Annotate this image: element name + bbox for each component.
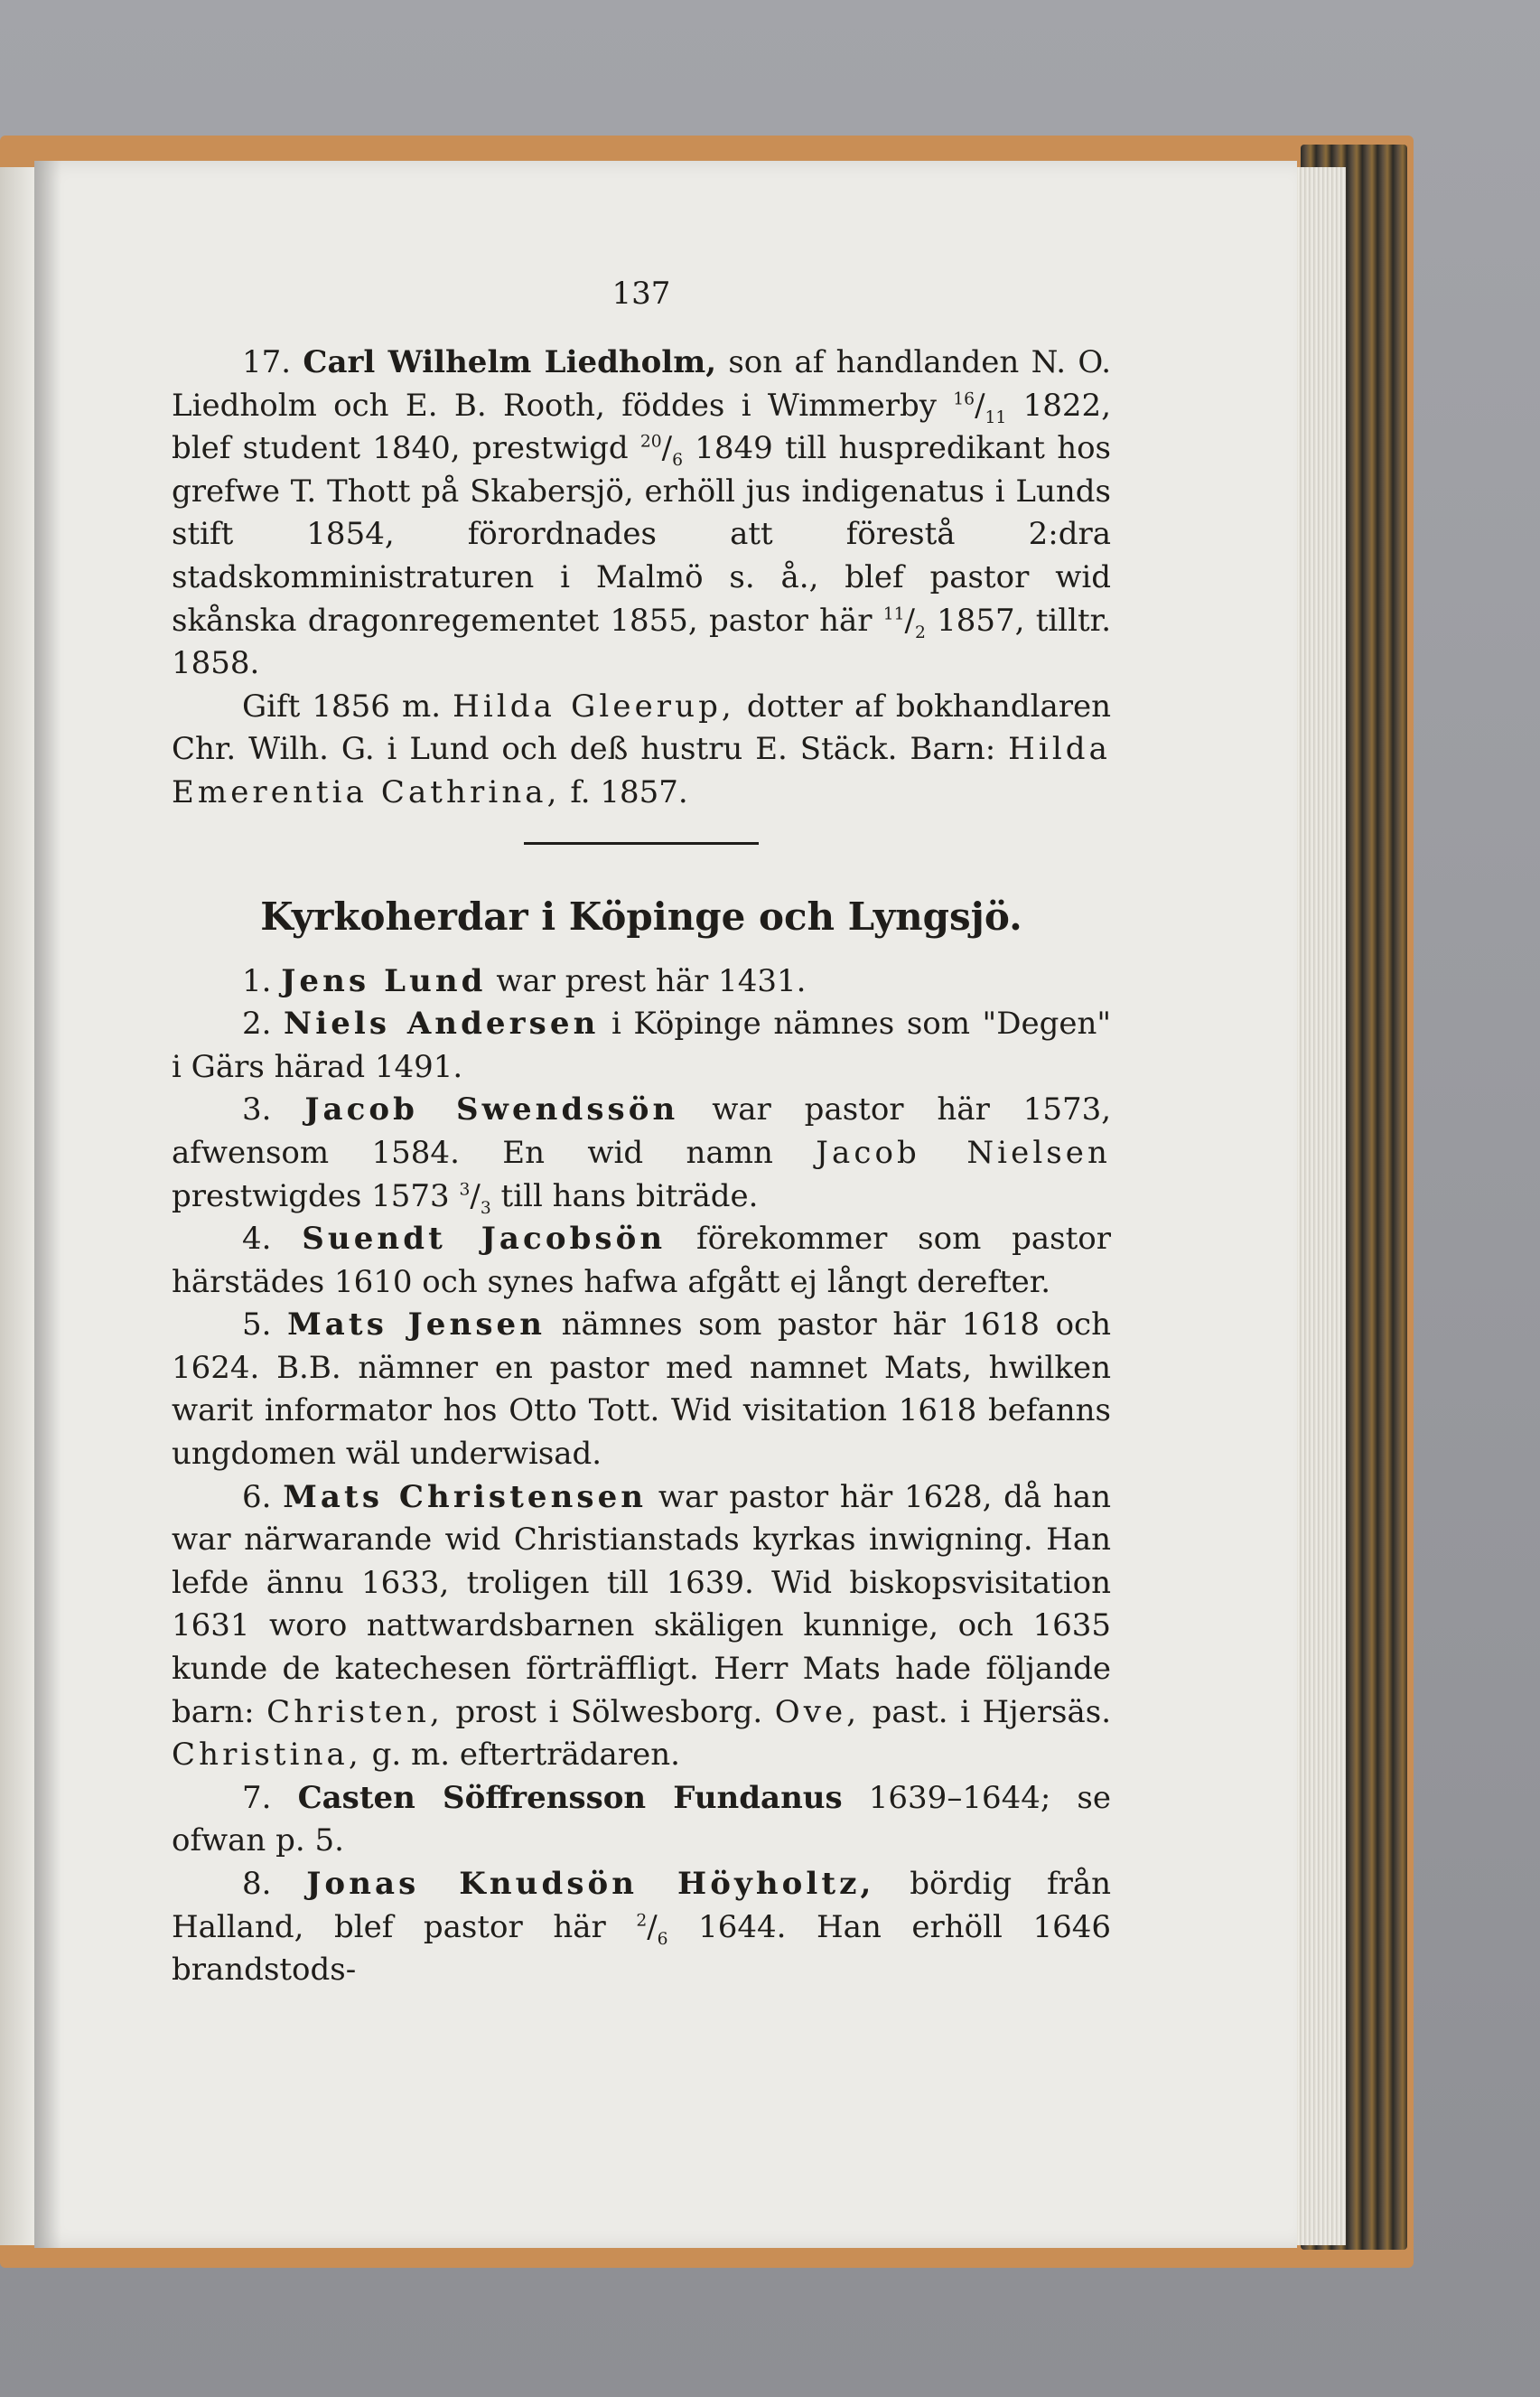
entry-17: 17. Carl Wilhelm Liedholm, son af handlanden N. O. Liedholm och E. B. Rooth, föddes i Wimmerby $^{16}/_{11}$ 1822, blef student 1840, prestwigd $^{20}/_6$ 1849 till huspredikant hos grefwe T. Thott på Skabersjö, erhöll jus indigenatus i Lunds stift 1854, förordnades att förestå 2:dra stadskomministraturen i Malmö s. å., blef pastor wid skånska dragonregementet 1855, pastor här $^{11}/_2$ 1857, tilltr. 1858. bbox=[172, 344, 1112, 682]
child-name: Hilda Emerentia Cathrina, bbox=[172, 731, 1111, 810]
gutter-shadow bbox=[34, 161, 61, 2248]
list-item: 2. Niels Andersen i Köpinge nämnes som "Degen" i Gärs härad 1491. bbox=[172, 1006, 1112, 1085]
list-item: 1. Jens Lund war prest här 1431. bbox=[242, 962, 807, 999]
list-item: 5. Mats Jensen nämnes som pastor här 1618 och 1624. B.B. nämner en pastor med namnet Mats, hwilken warit informator hos Otto Tott. Wid visitation 1618 befanns ungdomen wäl underwisad. bbox=[172, 1306, 1111, 1473]
list-item: 3. Jacob Swendssön war pastor här 1573, afwensom 1584. En wid namn Jacob Nielsen prestwigdes 1573 $^3/_3$ till hans biträde. bbox=[172, 1091, 1112, 1218]
page-number: 137 bbox=[611, 276, 671, 312]
list-item: 8. Jonas Knudsön Höyholtz, bördig från Halland, blef pastor här $^2/_6$ 1644. Han erhöll 1646 brandstods- bbox=[172, 1866, 1111, 1989]
divider bbox=[524, 842, 759, 845]
list-item: 6. Mats Christensen war pastor här 1628, då han war närwarande wid Christianstads kyrkas inwigning. Han lefde ännu 1633, troligen till 1639. Wid biskopsvisitation 1631 woro nattwardsbarnen skäligen kunnige, och 1635 kunde de katechesen förträffligt. Herr Mats hade följande barn: Christen, prost i Sölwesborg. Ove, past. i Hjersäs. Christina, g. m. efterträdaren. bbox=[172, 1478, 1112, 1774]
entry-number: 17. bbox=[242, 344, 292, 380]
page-content bbox=[172, 271, 1111, 1992]
list-item: 7. Casten Söffrensson Fundanus 1639–1644; se ofwan p. 5. bbox=[172, 1779, 1111, 1859]
left-page bbox=[0, 167, 36, 2245]
list-item: 4. Suendt Jacobsön förekommer som pastor härstädes 1610 och synes hafwa afgått ej långt derefter. bbox=[172, 1221, 1112, 1300]
section-heading: Kyrkoherdar i Köpinge och Lyngsjö. bbox=[260, 894, 1022, 939]
marriage-paragraph: Gift 1856 m. Hilda Gleerup, dotter af bokhandlaren Chr. Wilh. G. i Lund och deß hustru E. Stäck. Barn: Hilda Emerentia Cathrina, f. 1857. bbox=[172, 688, 1112, 810]
entry-name: Carl Wilhelm Liedholm, bbox=[303, 344, 717, 380]
wife-name: Hilda Gleerup, bbox=[453, 688, 735, 725]
